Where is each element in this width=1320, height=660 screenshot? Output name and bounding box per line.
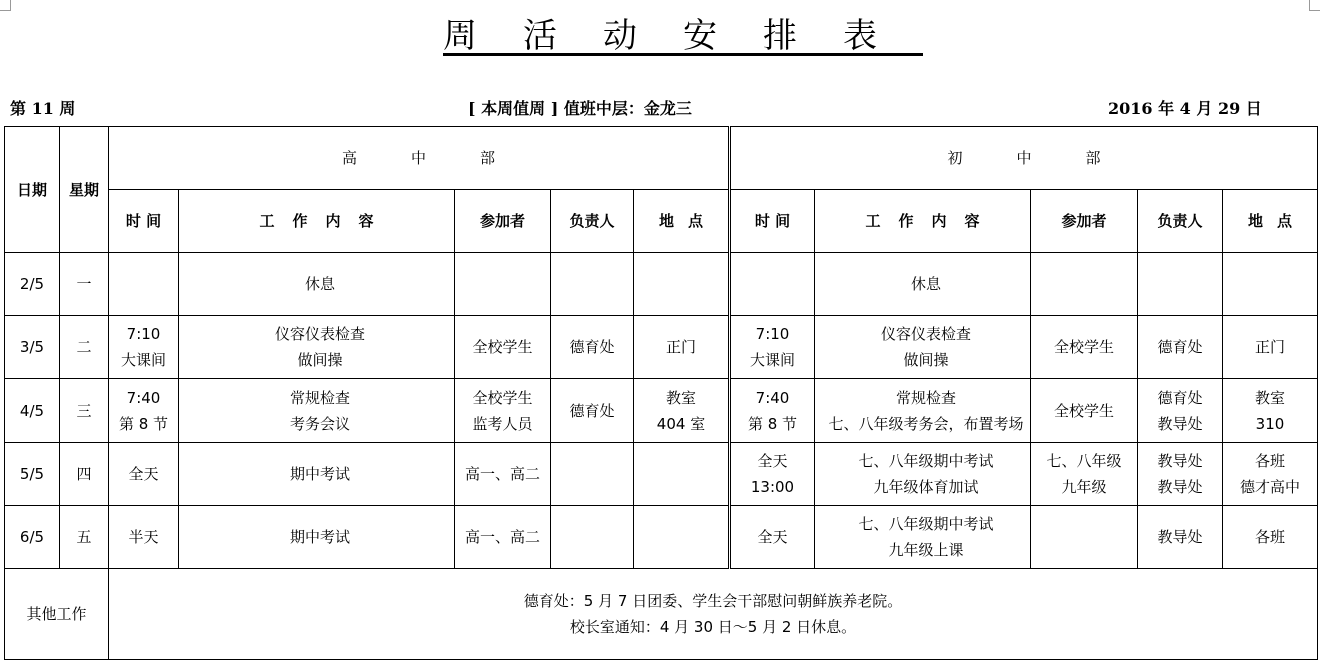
row-date: 2/5 bbox=[5, 253, 60, 316]
junior-content-line: 常规检查 bbox=[895, 388, 956, 407]
senior-participants-line: 高一、高二 bbox=[464, 465, 540, 483]
junior-content-line: 做间操 bbox=[903, 351, 949, 369]
junior-content-cell bbox=[815, 443, 1031, 506]
junior-participants-cell bbox=[1031, 253, 1138, 316]
senior-content-line: 考务会议 bbox=[289, 414, 350, 433]
junior-content-cell bbox=[815, 506, 1031, 569]
row-date: 3/5 bbox=[5, 316, 60, 379]
junior-participants-cell bbox=[1031, 443, 1138, 506]
junior-owner-cell bbox=[1138, 506, 1223, 569]
senior-content-line: 休息 bbox=[304, 275, 335, 293]
junior-time-line: 全天 bbox=[757, 528, 788, 546]
page-corner-mark bbox=[0, 0, 11, 11]
senior-location-header: 地点 bbox=[634, 190, 730, 253]
schedule-row bbox=[5, 316, 1318, 379]
senior-location-cell bbox=[634, 506, 730, 569]
junior-content-line: 休息 bbox=[910, 275, 941, 293]
row-date: 4/5 bbox=[5, 379, 60, 443]
junior-location-cell bbox=[1223, 379, 1318, 443]
schedule-body bbox=[5, 253, 1318, 569]
senior-owner-cell bbox=[551, 506, 634, 569]
junior-participants-cell bbox=[1031, 316, 1138, 379]
junior-location-line: 教室 bbox=[1254, 388, 1285, 407]
junior-owner-line: 教导处 bbox=[1157, 452, 1203, 470]
senior-content-header: 工作内容 bbox=[179, 190, 455, 253]
junior-time-cell bbox=[730, 253, 815, 316]
senior-content-cell bbox=[179, 506, 455, 569]
junior-location-header: 地点 bbox=[1223, 190, 1318, 253]
junior-content-line: 仪容仪表检查 bbox=[880, 325, 971, 343]
date-column-header: 日期 bbox=[5, 127, 60, 253]
senior-content-line: 期中考试 bbox=[289, 528, 350, 546]
senior-content-line: 期中考试 bbox=[289, 465, 350, 483]
junior-owner-line: 德育处 bbox=[1157, 388, 1203, 407]
senior-time-line: 7:40 bbox=[126, 388, 161, 407]
senior-location-line: 404 室 bbox=[656, 414, 706, 433]
senior-content-cell bbox=[179, 443, 455, 506]
other-work-label: 其他工作 bbox=[5, 569, 109, 660]
document-title: 周活动安排表 bbox=[443, 16, 923, 56]
junior-time-line: 大课间 bbox=[749, 351, 795, 369]
schedule-row bbox=[5, 379, 1318, 443]
senior-owner-cell bbox=[551, 316, 634, 379]
junior-content-line: 七、八年级期中考试 bbox=[858, 515, 994, 533]
row-weekday: 二 bbox=[60, 316, 109, 379]
senior-content-line: 做间操 bbox=[297, 351, 343, 369]
senior-participants-line: 全校学生 bbox=[472, 338, 533, 356]
junior-content-line: 七、八年级考务会，布置考场 bbox=[828, 414, 1024, 433]
senior-content-cell bbox=[179, 316, 455, 379]
junior-dept-header: 初中部 bbox=[730, 127, 1318, 190]
duty-info: [ 本周值周 ] 值班中层：金龙三 bbox=[468, 99, 692, 118]
junior-time-line: 7:40 bbox=[755, 388, 790, 407]
junior-time-header: 时 间 bbox=[730, 190, 815, 253]
junior-time-cell bbox=[730, 379, 815, 443]
department-header-row bbox=[5, 127, 1318, 190]
senior-owner-line: 德育处 bbox=[569, 401, 615, 420]
senior-participants-cell bbox=[455, 443, 551, 506]
senior-time-line: 第 8 节 bbox=[118, 414, 169, 433]
senior-participants-cell bbox=[455, 379, 551, 443]
senior-content-cell bbox=[179, 253, 455, 316]
senior-content-line: 仪容仪表检查 bbox=[274, 325, 365, 343]
junior-location-line: 各班 bbox=[1254, 452, 1285, 470]
junior-content-line: 七、八年级期中考试 bbox=[858, 452, 994, 470]
senior-content-cell bbox=[179, 379, 455, 443]
junior-participants-cell bbox=[1031, 506, 1138, 569]
senior-owner-header: 负责人 bbox=[551, 190, 634, 253]
senior-time-cell bbox=[109, 316, 179, 379]
junior-content-cell bbox=[815, 379, 1031, 443]
junior-time-line: 全天 bbox=[757, 452, 788, 470]
other-work-row bbox=[5, 569, 1318, 660]
schedule-row bbox=[5, 506, 1318, 569]
senior-owner-line: 德育处 bbox=[569, 338, 615, 356]
senior-location-line: 正门 bbox=[665, 338, 696, 356]
senior-location-cell bbox=[634, 253, 730, 316]
junior-participants-line: 全校学生 bbox=[1053, 401, 1114, 420]
junior-owner-cell bbox=[1138, 443, 1223, 506]
junior-location-line: 正门 bbox=[1254, 338, 1285, 356]
senior-dept-header: 高中部 bbox=[109, 127, 730, 190]
schedule-row bbox=[5, 443, 1318, 506]
page-corner-mark bbox=[1309, 0, 1320, 11]
senior-participants-cell bbox=[455, 316, 551, 379]
junior-time-line: 第 8 节 bbox=[747, 414, 798, 433]
junior-location-cell bbox=[1223, 253, 1318, 316]
junior-owner-header: 负责人 bbox=[1138, 190, 1223, 253]
senior-time-cell bbox=[109, 379, 179, 443]
senior-owner-cell bbox=[551, 443, 634, 506]
senior-location-cell bbox=[634, 379, 730, 443]
senior-time-header: 时 间 bbox=[109, 190, 179, 253]
junior-participants-line: 七、八年级 bbox=[1046, 452, 1122, 470]
junior-content-header: 工作内容 bbox=[815, 190, 1031, 253]
senior-content-line: 常规检查 bbox=[289, 388, 350, 407]
senior-participants-line: 监考人员 bbox=[472, 414, 533, 433]
junior-location-cell bbox=[1223, 443, 1318, 506]
junior-location-cell bbox=[1223, 506, 1318, 569]
senior-participants-line: 全校学生 bbox=[472, 388, 533, 407]
junior-time-cell bbox=[730, 506, 815, 569]
row-weekday: 四 bbox=[60, 443, 109, 506]
junior-content-line: 九年级上课 bbox=[888, 541, 964, 559]
week-number: 第 11 周 bbox=[10, 99, 76, 118]
senior-participants-cell bbox=[455, 506, 551, 569]
row-weekday: 五 bbox=[60, 506, 109, 569]
senior-time-cell bbox=[109, 506, 179, 569]
junior-participants-cell bbox=[1031, 379, 1138, 443]
senior-time-cell bbox=[109, 443, 179, 506]
column-header-row bbox=[5, 190, 1318, 253]
junior-participants-line: 全校学生 bbox=[1053, 338, 1114, 356]
junior-owner-line: 德育处 bbox=[1157, 338, 1203, 356]
senior-owner-cell bbox=[551, 253, 634, 316]
junior-owner-line: 教导处 bbox=[1157, 414, 1203, 433]
row-weekday: 三 bbox=[60, 379, 109, 443]
senior-time-line: 全天 bbox=[128, 465, 159, 483]
junior-participants-line: 九年级 bbox=[1061, 478, 1107, 496]
junior-owner-cell bbox=[1138, 379, 1223, 443]
senior-time-line: 半天 bbox=[128, 528, 159, 546]
junior-owner-line: 教导处 bbox=[1157, 528, 1203, 546]
junior-participants-header: 参加者 bbox=[1031, 190, 1138, 253]
document-title-container bbox=[0, 14, 1320, 58]
senior-participants-header: 参加者 bbox=[455, 190, 551, 253]
row-date: 6/5 bbox=[5, 506, 60, 569]
junior-time-cell bbox=[730, 443, 815, 506]
junior-owner-line: 教导处 bbox=[1157, 478, 1203, 496]
junior-content-line: 九年级体育加试 bbox=[873, 478, 979, 496]
junior-time-line: 13:00 bbox=[750, 478, 795, 496]
schedule-row bbox=[5, 253, 1318, 316]
weekday-column-header: 星期 bbox=[60, 127, 109, 253]
junior-content-cell bbox=[815, 316, 1031, 379]
senior-time-cell bbox=[109, 253, 179, 316]
junior-location-line: 310 bbox=[1255, 414, 1285, 433]
junior-content-cell bbox=[815, 253, 1031, 316]
other-work-content bbox=[109, 569, 1318, 660]
other-work-line: 德育处：5 月 7 日团委、学生会干部慰问朝鲜族养老院。 bbox=[523, 592, 903, 610]
row-date: 5/5 bbox=[5, 443, 60, 506]
junior-location-line: 德才高中 bbox=[1239, 478, 1300, 496]
senior-participants-cell bbox=[455, 253, 551, 316]
junior-time-cell bbox=[730, 316, 815, 379]
senior-location-line: 教室 bbox=[665, 388, 696, 407]
junior-owner-cell bbox=[1138, 316, 1223, 379]
schedule-table bbox=[4, 126, 1318, 660]
junior-owner-cell bbox=[1138, 253, 1223, 316]
senior-time-line: 大课间 bbox=[120, 351, 166, 369]
document-date: 2016 年 4 月 29 日 bbox=[1108, 99, 1262, 118]
senior-location-cell bbox=[634, 443, 730, 506]
junior-location-cell bbox=[1223, 316, 1318, 379]
senior-location-cell bbox=[634, 316, 730, 379]
other-work-line: 校长室通知：4 月 30 日～5 月 2 日休息。 bbox=[569, 618, 857, 636]
senior-participants-line: 高一、高二 bbox=[464, 528, 540, 546]
row-weekday: 一 bbox=[60, 253, 109, 316]
junior-location-line: 各班 bbox=[1254, 528, 1285, 546]
senior-time-line: 7:10 bbox=[126, 325, 161, 343]
senior-owner-cell bbox=[551, 379, 634, 443]
junior-time-line: 7:10 bbox=[755, 325, 790, 343]
